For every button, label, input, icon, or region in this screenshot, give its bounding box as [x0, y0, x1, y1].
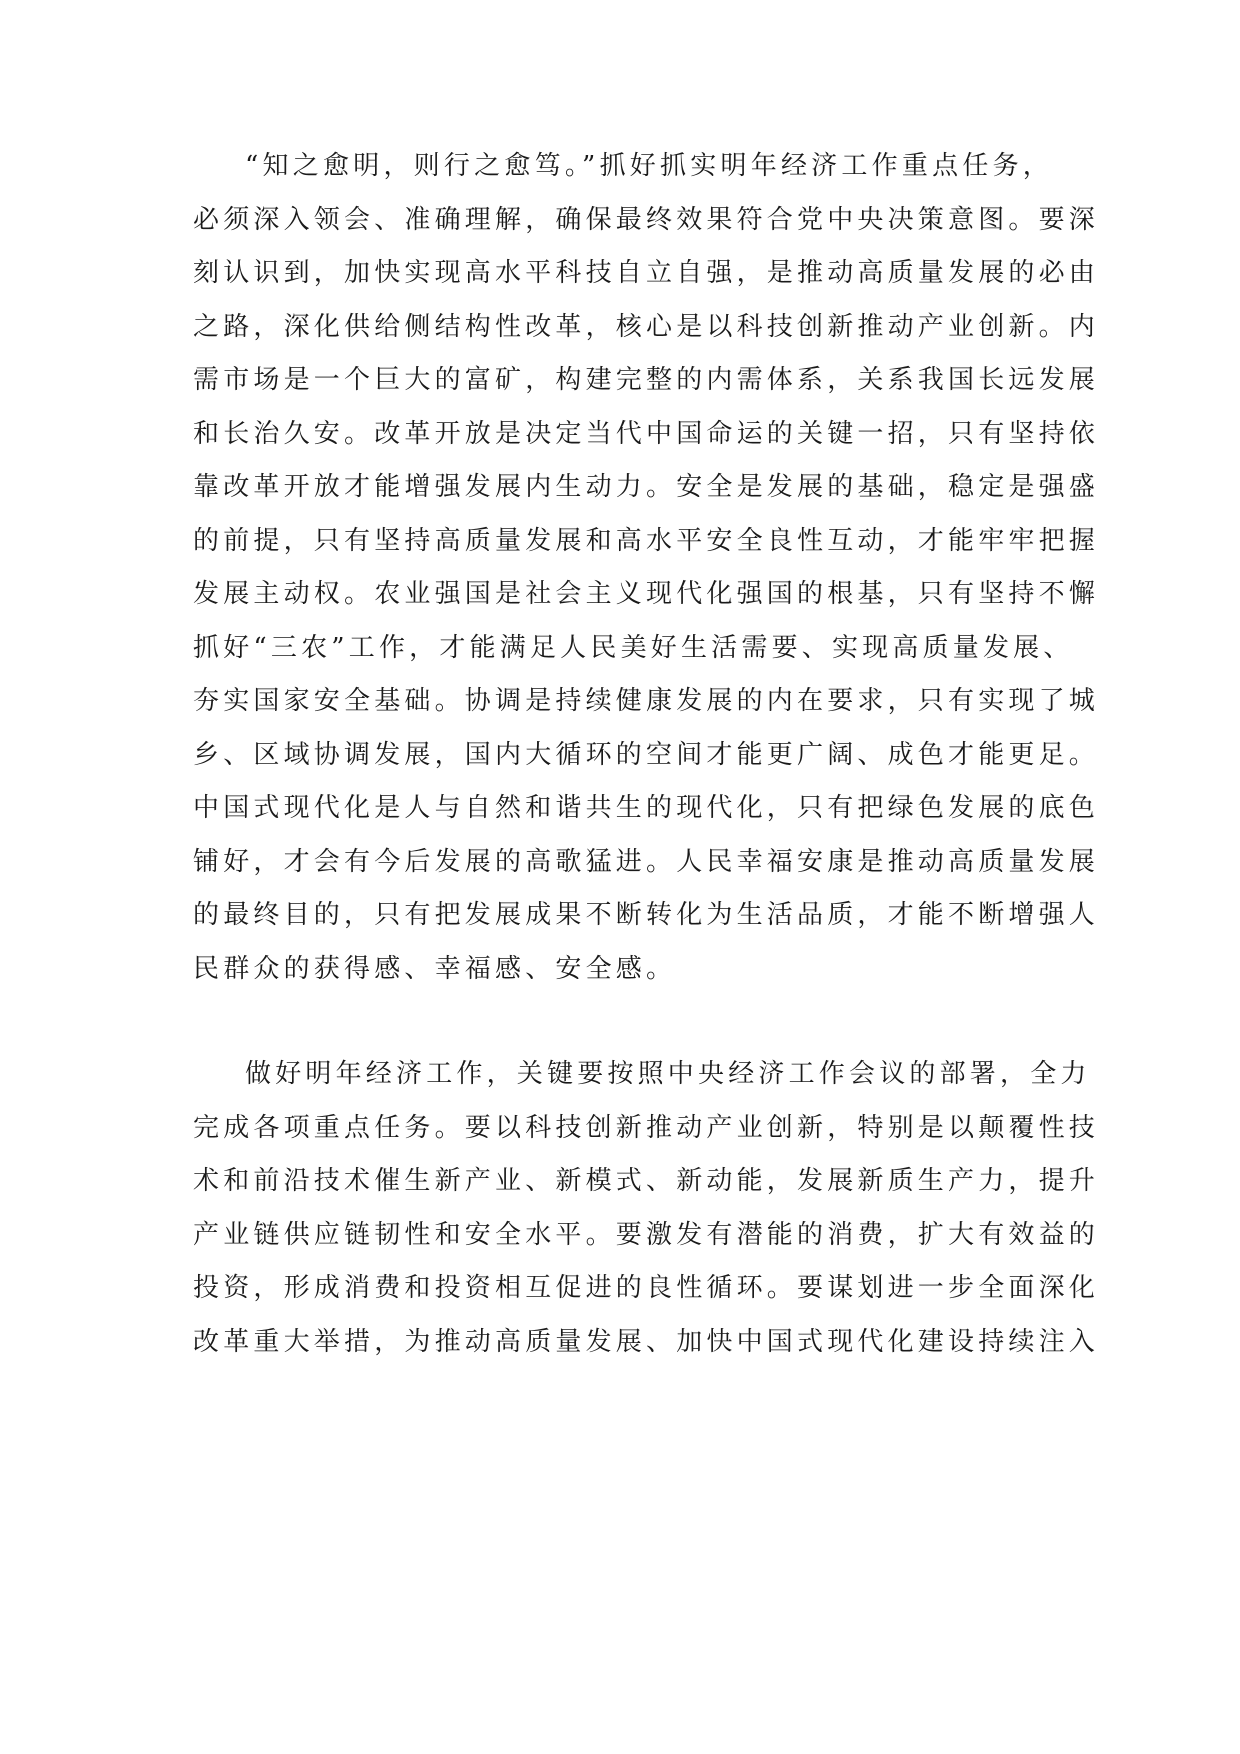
- text-line: 术和前沿技术催生新产业、新模式、新动能，发展新质生产力，提升: [193, 1166, 1100, 1196]
- text-line: 刻认识到，加快实现高水平科技自立自强，是推动高质量发展的必由: [193, 258, 1100, 288]
- text-line: 的最终目的，只有把发展成果不断转化为生活品质，才能不断增强人: [193, 900, 1100, 930]
- text-line: 民群众的获得感、幸福感、安全感。: [193, 953, 677, 984]
- document-body: [193, 140, 1100, 1369]
- text-line: 靠改革开放才能增强发展内生动力。安全是发展的基础，稳定是强盛: [193, 472, 1100, 502]
- text-line: 发展主动权。农业强国是社会主义现代化强国的根基，只有坚持不懈: [193, 579, 1100, 609]
- paragraph-2: [193, 1048, 1100, 1369]
- text-line: 做好明年经济工作，关键要按照中央经济工作会议的部署，全力: [245, 1059, 1091, 1089]
- text-line: 铺好，才会有今后发展的高歌猛进。人民幸福安康是推动高质量发展: [193, 846, 1100, 877]
- text-line: “知之愈明，则行之愈笃。”抓好抓实明年经济工作重点任务，: [245, 151, 1053, 181]
- text-line: 必须深入领会、准确理解，确保最终效果符合党中央决策意图。要深: [193, 204, 1100, 235]
- paragraph-1: [193, 140, 1100, 996]
- text-line: 产业链供应链韧性和安全水平。要激发有潜能的消费，扩大有效益的: [193, 1219, 1100, 1250]
- text-line: 完成各项重点任务。要以科技创新推动产业创新，特别是以颠覆性技: [193, 1112, 1100, 1143]
- text-line: 之路，深化供给侧结构性改革，核心是以科技创新推动产业创新。内: [193, 311, 1100, 342]
- paragraph-gap: [193, 996, 1053, 1048]
- text-line: 的前提，只有坚持高质量发展和高水平安全良性互动，才能牢牢把握: [193, 525, 1100, 556]
- text-line: 中国式现代化是人与自然和谐共生的现代化，只有把绿色发展的底色: [193, 793, 1100, 823]
- text-line: 需市场是一个巨大的富矿，构建完整的内需体系，关系我国长远发展: [193, 365, 1100, 395]
- text-line: 和长治久安。改革开放是决定当代中国命运的关键一招，只有坚持依: [193, 418, 1100, 449]
- text-line: 乡、区域协调发展，国内大循环的空间才能更广阔、成色才能更足。: [193, 739, 1100, 770]
- text-line: 投资，形成消费和投资相互促进的良性循环。要谋划进一步全面深化: [193, 1273, 1100, 1303]
- text-line: 夯实国家安全基础。协调是持续健康发展的内在要求，只有实现了城: [193, 686, 1100, 716]
- text-line: 改革重大举措，为推动高质量发展、加快中国式现代化建设持续注入: [193, 1326, 1100, 1357]
- text-line: 抓好“三农”工作，才能满足人民美好生活需要、实现高质量发展、: [193, 632, 1074, 663]
